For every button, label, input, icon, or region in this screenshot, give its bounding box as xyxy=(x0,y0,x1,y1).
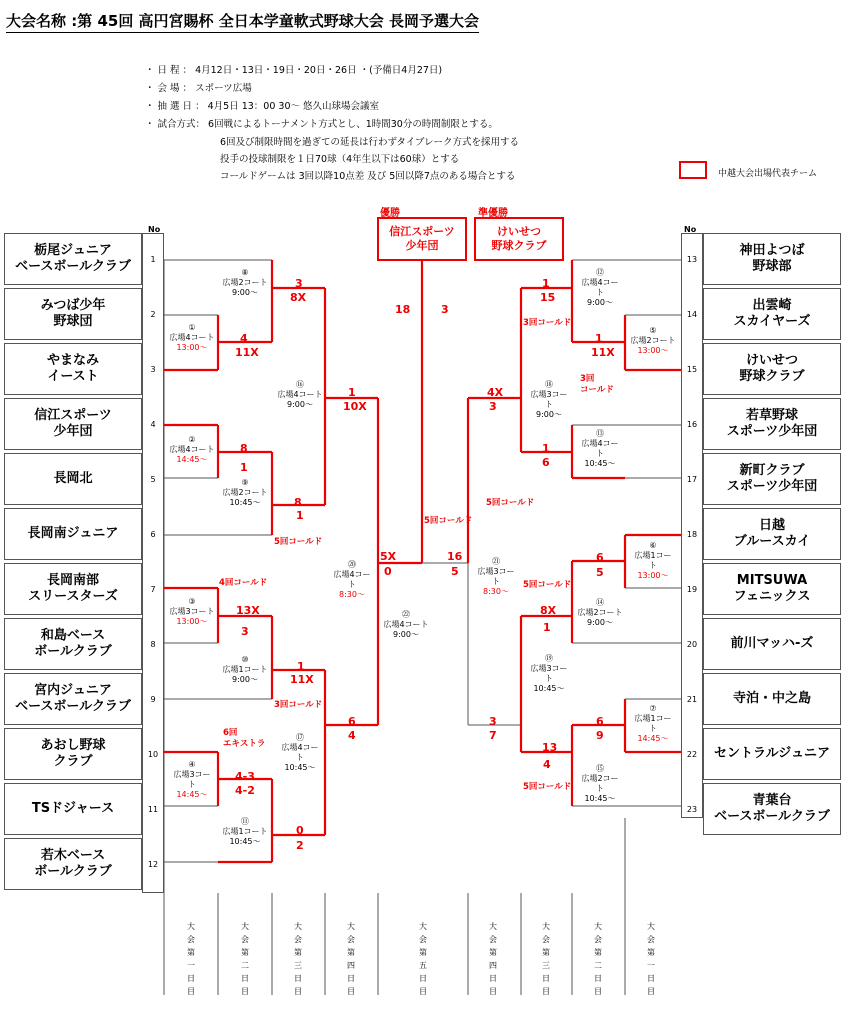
score-label: 8 xyxy=(294,496,302,509)
match-number: ③ xyxy=(188,597,196,606)
match-block-22 xyxy=(627,704,679,744)
match-block-6 xyxy=(219,478,271,508)
team-left-7: 長岡南部 スリースターズ xyxy=(4,563,142,615)
info-rule-1: 6回及び制限時間を過ぎての延長は行わずタイブレーク方式を採用する xyxy=(220,137,520,148)
team-number-16: 16 xyxy=(686,420,698,429)
team-right-17: 新町クラブ スポーツ少年団 xyxy=(703,453,841,505)
winner-box: 信江スポーツ 少年団 xyxy=(377,217,467,261)
score-label: 4-2 xyxy=(235,784,255,797)
match-block-19 xyxy=(574,764,626,804)
match-block-3 xyxy=(166,597,218,627)
match-number: ⑨ xyxy=(241,478,249,487)
match-time: 9:00～ xyxy=(393,630,419,639)
match-time: 13:00～ xyxy=(637,346,669,355)
match-court: 広場1コート xyxy=(222,827,268,836)
team-right-15: けいせつ 野球クラブ xyxy=(703,343,841,395)
team-number-4: 4 xyxy=(150,420,156,429)
match-number: ④ xyxy=(188,760,196,769)
day-label: 大会第一日目 xyxy=(187,922,195,996)
match-block-9 xyxy=(274,380,326,410)
match-number: ⑫ xyxy=(596,268,604,277)
match-number: ⑥ xyxy=(649,541,657,550)
match-block-8 xyxy=(219,817,271,847)
score-label: 1 xyxy=(542,277,550,290)
match-number: ⑮ xyxy=(596,764,604,773)
score-label: 15 xyxy=(540,291,556,304)
match-number: ⑩ xyxy=(241,655,249,664)
team-number-22: 22 xyxy=(686,750,698,759)
note-label: 3回コールド xyxy=(523,318,572,328)
team-number-12: 12 xyxy=(147,860,159,869)
score-label: 1 xyxy=(542,442,550,455)
match-court: 広場2コート xyxy=(222,488,268,497)
match-time: 14:45～ xyxy=(176,790,208,799)
score-label: 6 xyxy=(348,715,356,728)
no-label-right: No xyxy=(684,225,697,234)
match-time: 13:00～ xyxy=(637,571,669,580)
day-label: 大会第三日目 xyxy=(542,922,550,996)
match-time: 9:00～ xyxy=(232,675,258,684)
team-number-14: 14 xyxy=(686,310,698,319)
team-left-10: あおし野球 クラブ xyxy=(4,728,142,780)
team-right-13: 神田よつば 野球部 xyxy=(703,233,841,285)
match-court: 広場2コート xyxy=(630,336,676,345)
winner-label: 優勝 xyxy=(380,208,400,219)
legend-label: 中越大会出場代表チーム xyxy=(718,169,818,179)
score-label: 3 xyxy=(489,715,497,728)
info-dates: ・ 日 程 ： 4月12日・13日・19日・20日・26日 ・(予備日4月27日) xyxy=(145,65,443,76)
note-label: 5回コールド xyxy=(523,580,572,590)
match-block-10 xyxy=(274,733,326,773)
score-label: 0 xyxy=(296,824,304,837)
team-number-7: 7 xyxy=(150,585,156,594)
score-label: 3 xyxy=(441,303,449,316)
match-time: 10:45～ xyxy=(229,837,261,846)
runner-up-label: 準優勝 xyxy=(478,208,508,219)
score-label: 8X xyxy=(290,291,307,304)
page-title: 大会名称 :第 45回 高円宮賜杯 全日本学童軟式野球大会 長岡予選大会 xyxy=(6,10,479,33)
match-court: 広場4コー ト xyxy=(333,570,371,589)
score-label: 6 xyxy=(596,551,604,564)
match-court: 広場4コート xyxy=(277,390,323,399)
team-left-5: 長岡北 xyxy=(4,453,142,505)
match-block-17 xyxy=(574,429,626,469)
info-venue: ・ 会 場 ： スポーツ広場 xyxy=(145,83,252,94)
match-number: ⑪ xyxy=(241,817,249,826)
score-label: 1 xyxy=(595,332,603,345)
score-label: 5 xyxy=(451,565,459,578)
match-number: ② xyxy=(188,435,196,444)
team-left-1: 栃尾ジュニア ベースボールクラブ xyxy=(4,233,142,285)
match-time: 9:00～ xyxy=(287,400,313,409)
match-block-16 xyxy=(574,268,626,308)
team-left-8: 和島ベース ボールクラブ xyxy=(4,618,142,670)
score-label: 4 xyxy=(348,729,356,742)
match-block-2 xyxy=(166,435,218,465)
info-draw: ・ 抽 選 日 ： 4月5日 13：00 30～ 悠久山球場会議室 xyxy=(145,101,380,112)
info-rule-3: コールドゲームは 3回以降10点差 及び 5回以降7点のある場合とする xyxy=(220,171,516,182)
score-label: 6 xyxy=(542,456,550,469)
match-court: 広場3コー ト xyxy=(530,664,568,683)
score-label: 13 xyxy=(542,741,558,754)
day-label: 大会第二日目 xyxy=(241,922,249,996)
match-court: 広場2コート xyxy=(222,278,268,287)
team-left-4: 信江スポーツ 少年団 xyxy=(4,398,142,450)
day-label: 大会第四日目 xyxy=(489,922,497,996)
score-label: 9 xyxy=(596,729,604,742)
score-label: 6 xyxy=(596,715,604,728)
match-court: 広場3コー ト xyxy=(530,390,568,409)
note-label: 5回コールド xyxy=(523,782,572,792)
team-right-18: 日越 ブルースカイ xyxy=(703,508,841,560)
info-rule-2: 投手の投球制限を１日70球（4年生以下は60球）とする xyxy=(220,154,460,165)
match-court: 広場1コー ト xyxy=(634,551,672,570)
team-number-20: 20 xyxy=(686,640,698,649)
match-block-5 xyxy=(219,268,271,298)
match-court: 広場4コー ト xyxy=(581,278,619,297)
team-number-11: 11 xyxy=(147,805,159,814)
match-block-12 xyxy=(380,610,432,640)
match-number: ㉑ xyxy=(492,557,500,566)
match-time: 13:00～ xyxy=(176,617,208,626)
match-block-20 xyxy=(627,326,679,356)
score-label: 1 xyxy=(348,386,356,399)
team-number-17: 17 xyxy=(686,475,698,484)
match-time: 10:45～ xyxy=(584,459,616,468)
score-label: 3 xyxy=(489,400,497,413)
match-court: 広場1コー ト xyxy=(634,714,672,733)
match-court: 広場3コー ト xyxy=(173,770,211,789)
team-right-23: 青葉台 ベースボールクラブ xyxy=(703,783,841,835)
match-number: ⑤ xyxy=(649,326,657,335)
team-left-11: TSドジャース xyxy=(4,783,142,835)
match-time: 9:00～ xyxy=(587,298,613,307)
match-number: ⑬ xyxy=(596,429,604,438)
match-block-13 xyxy=(470,557,522,597)
score-label: 11X xyxy=(290,673,314,686)
score-label: 3 xyxy=(241,625,249,638)
team-right-20: 前川マッハ-ズ xyxy=(703,618,841,670)
match-time: 9:00～ xyxy=(232,288,258,297)
runner-up-box: けいせつ 野球クラブ xyxy=(474,217,564,261)
score-label: 2 xyxy=(296,839,304,852)
team-right-16: 若草野球 スポーツ少年団 xyxy=(703,398,841,450)
match-court: 広場2コー ト xyxy=(581,774,619,793)
team-number-13: 13 xyxy=(686,255,698,264)
note-label: 5回コールド xyxy=(486,498,535,508)
match-number: ⑭ xyxy=(596,598,604,607)
team-number-15: 15 xyxy=(686,365,698,374)
team-number-23: 23 xyxy=(686,805,698,814)
score-label: 1 xyxy=(543,621,551,634)
score-label: 18 xyxy=(395,303,411,316)
score-label: 3 xyxy=(295,277,303,290)
day-label: 大会第四日目 xyxy=(347,922,355,996)
team-number-10: 10 xyxy=(147,750,159,759)
team-number-21: 21 xyxy=(686,695,698,704)
team-number-1: 1 xyxy=(150,255,156,264)
score-label: 5X xyxy=(380,550,397,563)
team-right-21: 寺泊・中之島 xyxy=(703,673,841,725)
team-number-6: 6 xyxy=(150,530,156,539)
match-block-21 xyxy=(627,541,679,581)
team-number-8: 8 xyxy=(150,640,156,649)
score-label: 5 xyxy=(596,566,604,579)
match-block-15 xyxy=(523,654,575,694)
match-time: 9:00～ xyxy=(536,410,562,419)
score-label: 1 xyxy=(296,509,304,522)
match-time: 13:00～ xyxy=(176,343,208,352)
note-label: 3回コールド xyxy=(274,700,323,710)
match-number: ⑳ xyxy=(348,560,356,569)
score-label: 4 xyxy=(240,332,248,345)
score-label: 13X xyxy=(236,604,260,617)
day-label: 大会第五日目 xyxy=(419,922,427,996)
score-label: 0 xyxy=(384,565,392,578)
team-left-12: 若木ベース ボールクラブ xyxy=(4,838,142,890)
match-block-4 xyxy=(166,760,218,800)
match-court: 広場4コート xyxy=(169,333,215,342)
match-time: 10:45～ xyxy=(229,498,261,507)
score-label: 10X xyxy=(343,400,367,413)
team-left-6: 長岡南ジュニア xyxy=(4,508,142,560)
no-label-left: No xyxy=(148,225,161,234)
score-label: 8 xyxy=(240,442,248,455)
team-right-19: MITSUWA フェニックス xyxy=(703,563,841,615)
match-court: 広場3コー ト xyxy=(477,567,515,586)
match-time: 14:45～ xyxy=(637,734,669,743)
match-block-7 xyxy=(219,655,271,685)
match-time: 14:45～ xyxy=(176,455,208,464)
score-label: 8X xyxy=(540,604,557,617)
info-format: ・ 試合方式： 6回戦によるトーナメント方式とし、1時間30分の時間制限とする。 xyxy=(145,119,498,130)
match-court: 広場3コート xyxy=(169,607,215,616)
match-number: ⑦ xyxy=(649,704,657,713)
match-number: ㉒ xyxy=(402,610,410,619)
score-label: 4X xyxy=(487,386,504,399)
team-number-18: 18 xyxy=(686,530,698,539)
note-label: 5回コールド xyxy=(274,537,323,547)
score-label: 1 xyxy=(240,461,248,474)
match-number: ⑱ xyxy=(545,380,553,389)
match-court: 広場4コー ト xyxy=(581,439,619,458)
score-label: 4 xyxy=(543,758,551,771)
team-number-3: 3 xyxy=(150,365,156,374)
day-label: 大会第三日目 xyxy=(294,922,302,996)
team-right-14: 出雲崎 スカイヤーズ xyxy=(703,288,841,340)
day-label: 大会第一日目 xyxy=(647,922,655,996)
team-left-3: やまなみ イースト xyxy=(4,343,142,395)
score-label: 7 xyxy=(489,729,497,742)
match-time: 10:45～ xyxy=(284,763,316,772)
team-number-5: 5 xyxy=(150,475,156,484)
match-number: ① xyxy=(188,323,196,332)
team-left-2: みつば少年 野球団 xyxy=(4,288,142,340)
team-right-22: セントラルジュニア xyxy=(703,728,841,780)
score-label: 11X xyxy=(235,346,259,359)
note-label: 4回コールド xyxy=(219,578,268,588)
match-court: 広場2コート xyxy=(577,608,623,617)
match-court: 広場4コート xyxy=(383,620,429,629)
team-left-9: 宮内ジュニア ベースボールクラブ xyxy=(4,673,142,725)
match-number: ⑲ xyxy=(545,654,553,663)
team-number-2: 2 xyxy=(150,310,156,319)
note-label: 5回コールド xyxy=(424,516,473,526)
match-court: 広場4コー ト xyxy=(281,743,319,762)
match-block-18 xyxy=(574,598,626,628)
match-block-1 xyxy=(166,323,218,353)
note-label: 6回 エキストラ xyxy=(223,728,266,749)
match-time: 10:45～ xyxy=(584,794,616,803)
match-time: 9:00～ xyxy=(587,618,613,627)
score-label: 11X xyxy=(591,346,615,359)
note-label: 3回 コールド xyxy=(580,374,614,395)
match-number: ⑯ xyxy=(296,380,304,389)
match-time: 10:45～ xyxy=(533,684,565,693)
team-number-19: 19 xyxy=(686,585,698,594)
match-block-14 xyxy=(523,380,575,420)
match-number: ⑰ xyxy=(296,733,304,742)
day-label: 大会第二日目 xyxy=(594,922,602,996)
match-time: 8:30～ xyxy=(339,590,365,599)
match-number: ⑧ xyxy=(241,268,249,277)
match-court: 広場4コート xyxy=(169,445,215,454)
score-label: 4-3 xyxy=(235,770,255,783)
match-time: 8:30～ xyxy=(483,587,509,596)
team-number-9: 9 xyxy=(150,695,156,704)
score-label: 1 xyxy=(297,660,305,673)
match-court: 広場1コート xyxy=(222,665,268,674)
score-label: 16 xyxy=(447,550,463,563)
match-block-11 xyxy=(326,560,378,600)
